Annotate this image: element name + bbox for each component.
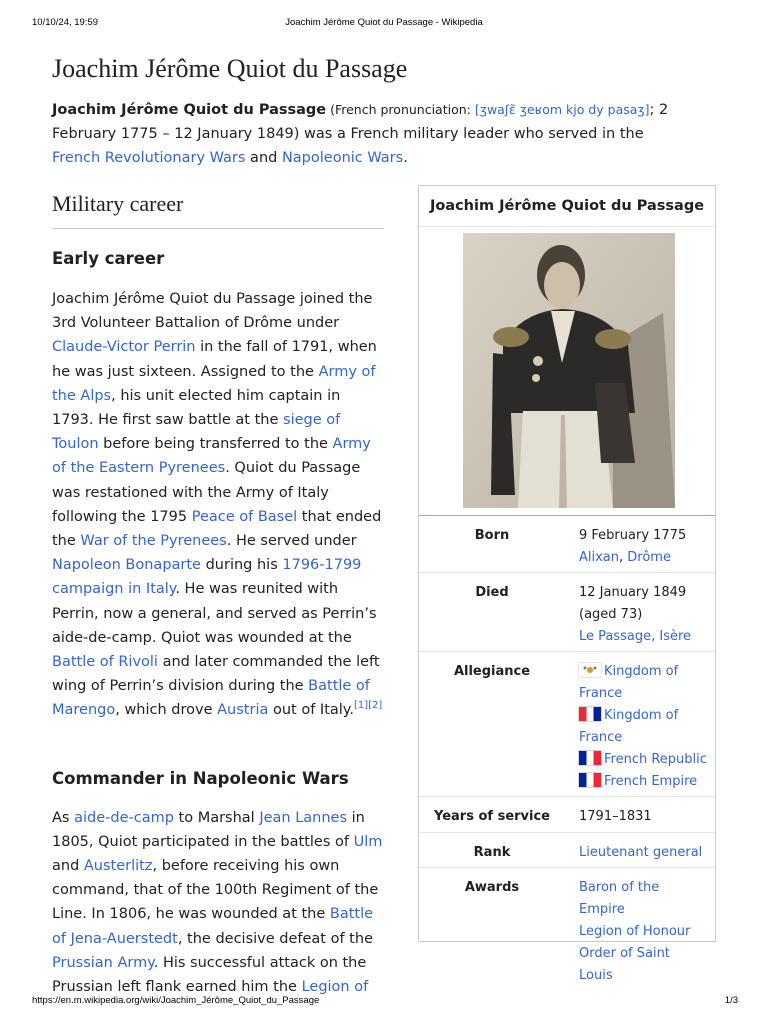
allegiance-value [565, 661, 715, 796]
text: in the fall of 1791, when he was just sixteen. Assigned to the [52, 339, 377, 380]
lead-text: ; 2 February 1775 – 12 January 1849) was a French military leader who served in the [52, 102, 669, 142]
commander-paragraph [52, 806, 384, 1000]
link-austerlitz[interactable]: Austerlitz [83, 858, 153, 875]
link-kingdom-of-france[interactable]: Kingdom of France [579, 664, 679, 701]
died-age: (aged 73) [579, 607, 643, 622]
link-claude-victor-perrin[interactable]: Claude-Victor Perrin [52, 339, 196, 356]
text: before being transferred to the [98, 436, 333, 453]
lead-text: and [245, 150, 282, 166]
link-legion-of-honour[interactable]: Legion of Honour [579, 924, 691, 939]
service-value: 1791–1831 [579, 809, 652, 824]
section-heading-early-career: Early career [52, 249, 165, 268]
print-datetime: 10/10/24, 19:59 [32, 17, 99, 28]
infobox-row-allegiance [419, 652, 715, 797]
awards-value [565, 877, 715, 983]
link-war-of-the-pyrenees[interactable]: War of the Pyrenees [80, 533, 227, 550]
text: and [52, 858, 84, 875]
link-legion-of-honour[interactable]: Legion of [301, 979, 369, 996]
infobox-row-awards [419, 868, 715, 983]
infobox-image-cell [419, 227, 715, 516]
lead-name: Joachim Jérôme Quiot du Passage [52, 102, 327, 118]
french-tricolor-flag-icon [579, 707, 601, 721]
infobox-row-died [419, 573, 715, 652]
rank-label: Rank [473, 845, 511, 860]
link-austria[interactable]: Austria [217, 702, 269, 719]
infobox-title: Joachim Jérôme Quiot du Passage [419, 186, 715, 227]
link-jean-lannes[interactable]: Jean Lannes [259, 809, 348, 826]
link-french-republic[interactable]: French Republic [604, 752, 707, 767]
died-value [565, 582, 715, 651]
text: and later commanded the left wing of Perrin’s division during the [52, 654, 380, 695]
text: to Marshal [173, 809, 260, 826]
infobox [418, 185, 716, 983]
link-baron-of-the-empire[interactable]: Baron of the Empire [579, 880, 660, 917]
lead-paragraph [52, 98, 692, 170]
text: , his unit elected him captain in 1793. He first saw battle at the [52, 387, 341, 429]
lead-text: . [403, 150, 408, 166]
service-label: Years of service [433, 809, 551, 824]
link-french-empire[interactable]: French Empire [604, 774, 698, 789]
allegiance-label: Allegiance [453, 664, 531, 679]
link-drome[interactable]: Drôme [627, 550, 671, 565]
link-battle-of-marengo[interactable]: Battle of Marengo [52, 678, 370, 719]
link-napoleon-bonaparte[interactable]: Napoleon Bonaparte [52, 557, 201, 574]
text: , before receiving his own command, that of the 100th Regiment of the Line. In 1806, he was wounded at the [52, 858, 379, 923]
link-aide-de-camp[interactable]: aide-de-camp [74, 809, 174, 826]
royal-standard-flag-icon [579, 663, 601, 677]
awards-label: Awards [464, 880, 520, 895]
link-kingdom-of-france[interactable]: Kingdom of France [579, 708, 679, 745]
text: . His successful attack on the Prussian left flank earned him the [52, 954, 367, 996]
link-army-of-the-eastern-pyrenees[interactable]: Army of the Eastern Pyrenees [52, 436, 371, 477]
text: , which drove [115, 702, 218, 719]
text: in 1805, Quiot participated in the battles of [52, 809, 365, 850]
text: out of Italy. [268, 702, 354, 719]
link-alixan[interactable]: Alixan [579, 550, 620, 565]
link-french-revolutionary-wars[interactable]: French Revolutionary Wars [52, 150, 246, 166]
text: . He served under [226, 533, 357, 550]
link-lieutenant-general[interactable]: Lieutenant general [579, 845, 703, 860]
link-napoleonic-wars[interactable]: Napoleonic Wars [281, 150, 404, 166]
link-le-passage-isere[interactable]: Le Passage, Isère [579, 629, 692, 644]
french-tricolor-flag-icon [579, 773, 601, 787]
text: As [52, 809, 75, 826]
print-page-number: 1/3 [724, 995, 738, 1006]
page-title: Joachim Jérôme Quiot du Passage [52, 54, 408, 83]
reference-link[interactable]: [1][2] [353, 700, 383, 712]
link-order-of-saint-louis[interactable]: Order of Saint Louis [579, 946, 670, 983]
lead-pron: (French pronunciation: [326, 102, 475, 117]
died-date: 12 January 1849 [579, 585, 687, 600]
infobox-row-rank [419, 833, 715, 868]
born-value [565, 525, 715, 572]
text: Joachim Jérôme Quiot du Passage joined the 3rd Volunteer Battalion of Drôme under [52, 291, 373, 332]
print-doc-title: Joachim Jérôme Quiot du Passage - Wikipedia [285, 17, 483, 28]
link-battle-of-rivoli[interactable]: Battle of Rivoli [52, 654, 158, 671]
link-peace-of-basel[interactable]: Peace of Basel [191, 508, 298, 525]
text: during his [200, 557, 283, 574]
early-career-paragraph [52, 287, 384, 723]
portrait-image[interactable] [463, 233, 675, 508]
print-url: https://en.m.wikipedia.org/wiki/Joachim_Jérôme_Quiot_du_Passage [32, 995, 320, 1006]
french-tricolor-flag-icon [579, 751, 601, 765]
died-label: Died [475, 585, 509, 600]
infobox-row-born [419, 516, 715, 573]
text: , the decisive defeat of the [177, 930, 373, 947]
link-battle-of-jena-auerstedt[interactable]: Battle of Jena-Auerstedt [52, 906, 374, 947]
main-content [52, 186, 384, 999]
link-campaign-in-italy[interactable]: 1796-1799 campaign in Italy [52, 557, 362, 598]
section-heading-military-career: Military career [52, 186, 384, 229]
link-ulm[interactable]: Ulm [353, 833, 383, 850]
born-label: Born [474, 528, 510, 543]
link-siege-of-toulon[interactable]: siege of Toulon [52, 412, 341, 453]
born-date: 9 February 1775 [579, 528, 687, 543]
link-prussian-army[interactable]: Prussian Army [52, 954, 154, 971]
born-place [579, 547, 707, 569]
section-heading-commander: Commander in Napoleonic Wars [52, 768, 349, 788]
link-army-of-the-alps[interactable]: Army of the Alps [52, 363, 376, 404]
text: . Quiot du Passage was restationed with the Army of Italy following the 1795 [52, 460, 361, 525]
ipa-link[interactable]: [ʒwaʃɛ̃ ʒeʁom kjo dy pasaʒ] [474, 102, 650, 117]
text: . He was reunited with Perrin, now a general, and served as Perrin’s aide-de-camp. Quiot was wounded at the [52, 581, 377, 646]
text: that ended the [52, 508, 382, 550]
infobox-row-service [419, 797, 715, 833]
born-sep: , [619, 550, 628, 565]
